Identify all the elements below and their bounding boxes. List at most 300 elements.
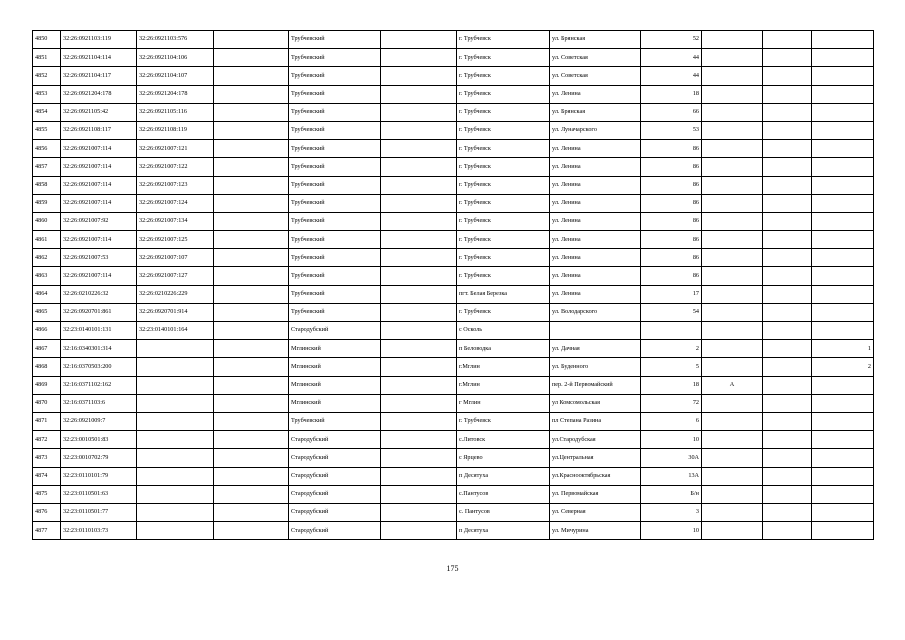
cell-district: Трубчевский [289,67,381,85]
cell-extra [812,49,874,67]
cell-letter [702,267,763,285]
cell-row-number: 4856 [33,140,61,158]
cell-extra [812,322,874,340]
cell-cadastral-number: 32:23:0110101:79 [61,467,137,485]
cell-extra [812,431,874,449]
cell-empty-col-3 [763,358,812,376]
cell-district: Трубчевский [289,285,381,303]
table-row [33,431,874,449]
cell-settlement: г. Трубчевск [457,194,550,212]
cell-extra [812,176,874,194]
cell-building-number: 32:26:0921108:119 [137,121,214,139]
table-row [33,303,874,321]
cell-settlement: п Десятуха [457,467,550,485]
cell-settlement: г. Трубчевск [457,176,550,194]
cell-district: Трубчевский [289,140,381,158]
cell-settlement: г. Трубчевск [457,49,550,67]
cell-row-number: 4861 [33,231,61,249]
cell-street: ул. Брянская [550,31,641,49]
table-body [33,31,874,540]
cell-empty-col-3 [763,194,812,212]
cell-building-number: 32:26:0921007:125 [137,231,214,249]
table-row [33,140,874,158]
table-row [33,267,874,285]
cell-settlement: с Ярцево [457,449,550,467]
cell-street: ул. Первомайская [550,485,641,503]
cell-cadastral-number: 32:26:0921009:7 [61,412,137,430]
cell-empty-col [214,31,289,49]
cell-district: Мглинский [289,376,381,394]
cell-row-number: 4871 [33,412,61,430]
cell-settlement: г. Трубчевск [457,67,550,85]
cell-row-number: 4862 [33,249,61,267]
cell-cadastral-number: 32:16:0371103:6 [61,394,137,412]
cell-cadastral-number: 32:26:0210226:32 [61,285,137,303]
cell-settlement: г. Трубчевск [457,140,550,158]
cell-house-number: 86 [641,212,702,230]
cell-settlement: г. Трубчевск [457,249,550,267]
cell-row-number: 4851 [33,49,61,67]
cell-empty-col [214,431,289,449]
cell-empty-col-3 [763,376,812,394]
cell-letter [702,431,763,449]
cell-empty-col [214,376,289,394]
cell-building-number [137,376,214,394]
cell-empty-col [214,158,289,176]
table-row [33,449,874,467]
cell-letter [702,140,763,158]
cell-empty-col [214,267,289,285]
cell-empty-col-3 [763,49,812,67]
cell-district: Трубчевский [289,121,381,139]
cell-empty-col [214,49,289,67]
cell-row-number: 4876 [33,503,61,521]
cell-district: Стародубский [289,322,381,340]
cell-street: ул. Ленина [550,158,641,176]
cell-house-number: 5 [641,358,702,376]
cell-district: Трубчевский [289,249,381,267]
cell-letter [702,449,763,467]
table-row [33,31,874,49]
cell-building-number [137,503,214,521]
cell-district: Трубчевский [289,303,381,321]
table-row [33,231,874,249]
cell-extra [812,412,874,430]
cell-extra [812,267,874,285]
table-row [33,412,874,430]
cell-building-number: 32:26:0921007:123 [137,176,214,194]
cell-building-number [137,467,214,485]
cell-empty-col-2 [381,412,457,430]
cell-letter [702,31,763,49]
cell-cadastral-number: 32:26:0921105:42 [61,103,137,121]
cell-building-number: 32:26:0921007:107 [137,249,214,267]
cell-building-number: 32:26:0921007:121 [137,140,214,158]
cell-district: Трубчевский [289,85,381,103]
cell-street: ул. Дачная [550,340,641,358]
cell-row-number: 4864 [33,285,61,303]
cell-cadastral-number: 32:26:0921104:117 [61,67,137,85]
cell-settlement: с.Литовск [457,431,550,449]
cell-empty-col [214,467,289,485]
cell-empty-col-2 [381,267,457,285]
cell-row-number: 4868 [33,358,61,376]
cell-extra [812,194,874,212]
cell-street: ул. Луначарского [550,121,641,139]
cell-letter [702,285,763,303]
cell-row-number: 4860 [33,212,61,230]
cell-extra: 1 [812,340,874,358]
cell-letter [702,176,763,194]
cell-cadastral-number: 32:16:0340301:314 [61,340,137,358]
cell-row-number: 4875 [33,485,61,503]
cell-house-number: 86 [641,267,702,285]
table-row [33,121,874,139]
cell-empty-col-2 [381,249,457,267]
cell-house-number: 18 [641,85,702,103]
table-row [33,49,874,67]
cell-row-number: 4854 [33,103,61,121]
cell-letter [702,322,763,340]
cell-settlement: г. Трубчевск [457,85,550,103]
cell-empty-col-3 [763,485,812,503]
cell-cadastral-number: 32:23:0110103:73 [61,522,137,540]
cell-empty-col-2 [381,194,457,212]
cell-letter [702,67,763,85]
cell-row-number: 4850 [33,31,61,49]
cell-settlement: г. Трубчевск [457,31,550,49]
cell-extra [812,376,874,394]
table-row [33,85,874,103]
cell-empty-col-2 [381,303,457,321]
cell-settlement: г. Трубчевск [457,121,550,139]
cell-empty-col-2 [381,485,457,503]
cell-building-number: 32:26:0921007:127 [137,267,214,285]
cell-empty-col [214,394,289,412]
cell-cadastral-number: 32:26:0921103:119 [61,31,137,49]
cell-house-number: Б/н [641,485,702,503]
cell-settlement: пгт. Белая Березка [457,285,550,303]
cell-cadastral-number: 32:23:0010501:83 [61,431,137,449]
cell-empty-col-3 [763,140,812,158]
cell-house-number: 53 [641,121,702,139]
cell-row-number: 4852 [33,67,61,85]
cell-letter [702,303,763,321]
cell-district: Трубчевский [289,412,381,430]
cell-empty-col-2 [381,85,457,103]
cell-extra [812,449,874,467]
cell-empty-col [214,449,289,467]
cell-street: ул.Центральная [550,449,641,467]
cell-letter [702,522,763,540]
cell-street: ул. Ленина [550,212,641,230]
cell-empty-col [214,249,289,267]
cell-letter [702,121,763,139]
cell-building-number [137,358,214,376]
cell-settlement: г. Трубчевск [457,231,550,249]
table-row [33,67,874,85]
cell-cadastral-number: 32:26:0921007:114 [61,176,137,194]
cell-row-number: 4863 [33,267,61,285]
cell-row-number: 4869 [33,376,61,394]
cell-building-number: 32:26:0921105:116 [137,103,214,121]
cell-extra [812,85,874,103]
cell-empty-col-3 [763,85,812,103]
cell-street: ул. Ленина [550,267,641,285]
cell-cadastral-number: 32:26:0920701:861 [61,303,137,321]
cell-house-number: 30А [641,449,702,467]
cell-empty-col-3 [763,67,812,85]
cell-street: пер. 2-й Первомайский [550,376,641,394]
cell-street: ул. Ленина [550,176,641,194]
cell-cadastral-number: 32:16:0371102:162 [61,376,137,394]
cell-building-number: 32:26:0921007:134 [137,212,214,230]
table-row [33,212,874,230]
cell-district: Стародубский [289,522,381,540]
cell-empty-col-2 [381,522,457,540]
cell-settlement: с. Пантусов [457,503,550,521]
cell-district: Трубчевский [289,158,381,176]
cell-house-number: 86 [641,176,702,194]
cell-house-number: 3 [641,503,702,521]
cell-street: ул. Северная [550,503,641,521]
cell-settlement: г. Трубчевск [457,412,550,430]
cell-district: Трубчевский [289,176,381,194]
cell-empty-col-2 [381,322,457,340]
cell-house-number: 66 [641,103,702,121]
cell-empty-col-2 [381,449,457,467]
cell-empty-col-3 [763,212,812,230]
cell-street: ул. Брянская [550,103,641,121]
cell-district: Стародубский [289,431,381,449]
cell-street: ул. Мичурина [550,522,641,540]
cell-letter: А [702,376,763,394]
cell-cadastral-number: 32:23:0110501:63 [61,485,137,503]
cell-empty-col [214,121,289,139]
cell-empty-col-3 [763,103,812,121]
cell-house-number: 2 [641,340,702,358]
page-number: 175 [446,564,459,573]
cell-empty-col-3 [763,249,812,267]
cell-cadastral-number: 32:16:0370503:200 [61,358,137,376]
cell-empty-col-3 [763,522,812,540]
cell-district: Трубчевский [289,103,381,121]
cell-cadastral-number: 32:26:0921007:53 [61,249,137,267]
cell-settlement: г.Мглин [457,376,550,394]
cell-row-number: 4872 [33,431,61,449]
cell-street: ул.Краснооктябрьская [550,467,641,485]
table-row [33,503,874,521]
cell-empty-col [214,358,289,376]
cell-extra [812,31,874,49]
cell-empty-col-2 [381,103,457,121]
cell-extra [812,158,874,176]
cell-extra [812,103,874,121]
cell-letter [702,467,763,485]
cell-building-number: 32:23:0140101:164 [137,322,214,340]
cell-house-number [641,322,702,340]
cell-extra: 2 [812,358,874,376]
cell-empty-col [214,522,289,540]
table-row [33,522,874,540]
cell-street: ул. Ленина [550,85,641,103]
cell-district: Трубчевский [289,231,381,249]
cell-empty-col-2 [381,467,457,485]
cell-house-number: 52 [641,31,702,49]
cell-row-number: 4877 [33,522,61,540]
cell-cadastral-number: 32:26:0921007:114 [61,140,137,158]
cell-settlement: п Беловодка [457,340,550,358]
cell-house-number: 10 [641,522,702,540]
cell-district: Трубчевский [289,31,381,49]
cell-extra [812,121,874,139]
cell-street: ул. Советская [550,67,641,85]
cell-street: ул. Ленина [550,194,641,212]
table-row [33,340,874,358]
cell-house-number: 10 [641,431,702,449]
cell-district: Мглинский [289,394,381,412]
cell-settlement: с.Пантусов [457,485,550,503]
cell-empty-col-3 [763,121,812,139]
cell-house-number: 17 [641,285,702,303]
cell-cadastral-number: 32:26:0921007:114 [61,158,137,176]
cell-empty-col-2 [381,176,457,194]
cell-building-number: 32:26:0920701:914 [137,303,214,321]
cell-building-number: 32:26:0921104:106 [137,49,214,67]
cell-house-number: 44 [641,49,702,67]
cell-house-number: 13А [641,467,702,485]
table-row [33,194,874,212]
cell-empty-col [214,212,289,230]
cell-row-number: 4855 [33,121,61,139]
cell-street: пл Степана Разина [550,412,641,430]
cell-settlement: г. Трубчевск [457,212,550,230]
cell-empty-col [214,85,289,103]
cell-letter [702,249,763,267]
cell-cadastral-number: 32:23:0140101:131 [61,322,137,340]
cell-letter [702,358,763,376]
cell-extra [812,212,874,230]
cell-empty-col [214,303,289,321]
cell-building-number: 32:26:0921104:107 [137,67,214,85]
cell-building-number [137,485,214,503]
cell-empty-col-3 [763,431,812,449]
cell-extra [812,140,874,158]
cell-empty-col-2 [381,121,457,139]
cell-letter [702,503,763,521]
cell-empty-col-3 [763,449,812,467]
cell-house-number: 54 [641,303,702,321]
cell-empty-col-3 [763,231,812,249]
cell-empty-col [214,322,289,340]
cell-empty-col-3 [763,303,812,321]
cell-street: ул. Советская [550,49,641,67]
cell-extra [812,485,874,503]
cell-house-number: 72 [641,394,702,412]
cell-empty-col-3 [763,176,812,194]
cell-empty-col-2 [381,394,457,412]
table-row [33,322,874,340]
cell-empty-col [214,340,289,358]
cell-letter [702,85,763,103]
cell-letter [702,485,763,503]
cell-empty-col-3 [763,467,812,485]
cell-house-number: 18 [641,376,702,394]
cell-house-number: 86 [641,249,702,267]
cell-row-number: 4874 [33,467,61,485]
cell-empty-col-3 [763,394,812,412]
cell-street: ул. Буденного [550,358,641,376]
cell-district: Стародубский [289,503,381,521]
table-row [33,485,874,503]
cell-extra [812,503,874,521]
cell-row-number: 4873 [33,449,61,467]
cell-empty-col-2 [381,212,457,230]
cell-empty-col [214,412,289,430]
cell-district: Трубчевский [289,267,381,285]
cell-house-number: 44 [641,67,702,85]
cell-cadastral-number: 32:26:0921204:178 [61,85,137,103]
cell-empty-col-2 [381,158,457,176]
cell-extra [812,249,874,267]
cell-district: Трубчевский [289,212,381,230]
cell-empty-col-2 [381,49,457,67]
cell-cadastral-number: 32:23:0010702:79 [61,449,137,467]
cell-empty-col-2 [381,140,457,158]
cell-extra [812,467,874,485]
table-row [33,376,874,394]
cell-district: Трубчевский [289,194,381,212]
cell-empty-col-3 [763,31,812,49]
cell-street: ул. Ленина [550,285,641,303]
cell-district: Трубчевский [289,49,381,67]
cell-empty-col-2 [381,231,457,249]
cell-district: Мглинский [289,340,381,358]
cell-cadastral-number: 32:26:0921007:114 [61,231,137,249]
cell-street: ул. Ленина [550,140,641,158]
cell-cadastral-number: 32:26:0921007:92 [61,212,137,230]
cell-letter [702,231,763,249]
cell-letter [702,340,763,358]
cell-street: ул Комсомольская [550,394,641,412]
cell-empty-col-2 [381,340,457,358]
cell-house-number: 86 [641,140,702,158]
cell-row-number: 4857 [33,158,61,176]
registry-table [32,30,874,540]
cell-cadastral-number: 32:26:0921104:114 [61,49,137,67]
table-row [33,467,874,485]
cell-letter [702,103,763,121]
cell-row-number: 4866 [33,322,61,340]
cell-building-number: 32:26:0921103:576 [137,31,214,49]
cell-building-number [137,431,214,449]
cell-house-number: 6 [641,412,702,430]
cell-building-number [137,340,214,358]
cell-extra [812,231,874,249]
cell-building-number: 32:26:0210226:229 [137,285,214,303]
cell-empty-col-3 [763,267,812,285]
cell-street: ул. Володарского [550,303,641,321]
cell-empty-col [214,176,289,194]
cell-house-number: 86 [641,158,702,176]
cell-row-number: 4853 [33,85,61,103]
cell-settlement: г Мглин [457,394,550,412]
cell-empty-col [214,194,289,212]
cell-letter [702,212,763,230]
cell-settlement: г.Мглин [457,358,550,376]
cell-row-number: 4870 [33,394,61,412]
cell-district: Стародубский [289,449,381,467]
